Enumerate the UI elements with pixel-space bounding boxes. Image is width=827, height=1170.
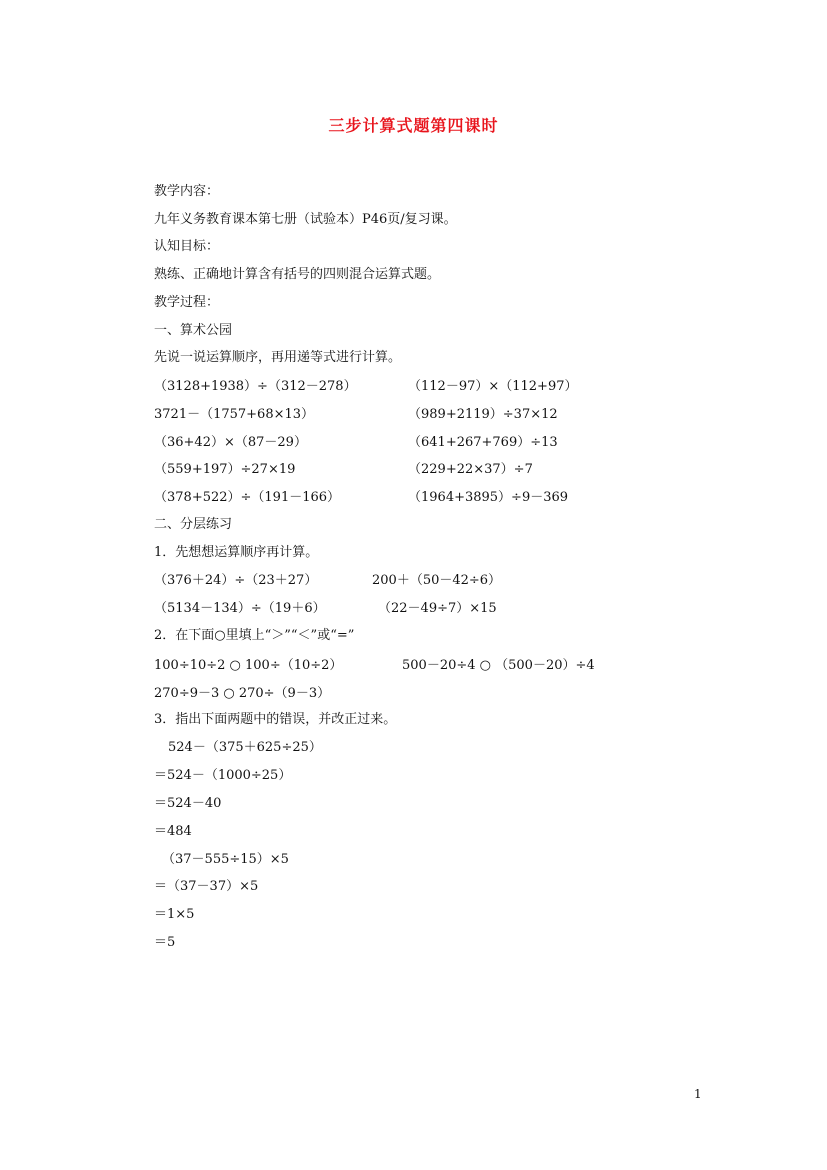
exercise-item: 200＋（50－42÷6） bbox=[372, 573, 502, 588]
exercise-item: （112－97）×（112+97） bbox=[408, 379, 578, 394]
exercise-item: （378+522）÷（191－166） bbox=[154, 490, 341, 505]
page-number: 1 bbox=[694, 1087, 702, 1101]
exercise-item: （641+267+769）÷13 bbox=[408, 435, 558, 450]
error-step: ＝5 bbox=[154, 935, 176, 950]
compare-item: 270÷9－3 ○ 270÷（9－3） bbox=[154, 686, 331, 701]
exercise-item: （559+197）÷27×19 bbox=[154, 462, 296, 477]
exercise-item: 3721－（1757+68×13） bbox=[154, 407, 315, 422]
section-heading-goal: 认知目标： bbox=[154, 239, 220, 254]
part1-intro: 先说一说运算顺序，再用递等式进行计算。 bbox=[154, 350, 402, 365]
error-step: ＝1×5 bbox=[154, 907, 195, 922]
exercise-item: （3128+1938）÷（312－278） bbox=[154, 379, 357, 394]
part1-heading: 一、算术公园 bbox=[154, 323, 233, 338]
exercise-item: （22－49÷7）×15 bbox=[378, 601, 497, 616]
section-heading-content: 教学内容： bbox=[154, 184, 220, 199]
exercise-item: （229+22×37）÷7 bbox=[408, 462, 533, 477]
exercise-item: （36+42）×（87－29） bbox=[154, 435, 307, 450]
part2-heading: 二、分层练习 bbox=[154, 517, 233, 532]
content-text: 九年义务教育课本第七册（试验本）P46页/复习课。 bbox=[154, 212, 457, 227]
error-step: （37－555÷15）×5 bbox=[162, 852, 289, 867]
error-step: ＝524－40 bbox=[154, 796, 222, 811]
error-step: ＝484 bbox=[154, 824, 192, 839]
exercise-item: （989+2119）÷37×12 bbox=[408, 407, 558, 422]
exercise-item: （376＋24）÷（23＋27） bbox=[154, 573, 318, 588]
question-3: 3．指出下面两题中的错误，并改正过来。 bbox=[154, 712, 397, 727]
question-1: 1．先想想运算顺序再计算。 bbox=[154, 545, 319, 560]
exercise-item: （1964+3895）÷9－369 bbox=[408, 490, 569, 505]
section-heading-process: 教学过程： bbox=[154, 295, 220, 310]
error-step: ＝（37－37）×5 bbox=[154, 879, 259, 894]
compare-item: 500－20÷4 ○ （500－20）÷4 bbox=[402, 658, 595, 673]
goal-text: 熟练、正确地计算含有括号的四则混合运算式题。 bbox=[154, 267, 441, 282]
compare-item: 100÷10÷2 ○ 100÷（10÷2） bbox=[154, 658, 343, 673]
error-step: 524－（375＋625÷25） bbox=[168, 740, 322, 755]
question-2: 2．在下面○里填上“＞”“＜”或“=” bbox=[154, 628, 355, 643]
page-title: 三步计算式题第四课时 bbox=[328, 116, 499, 135]
exercise-item: （5134－134）÷（19＋6） bbox=[154, 601, 326, 616]
error-step: ＝524－（1000÷25） bbox=[154, 768, 292, 783]
